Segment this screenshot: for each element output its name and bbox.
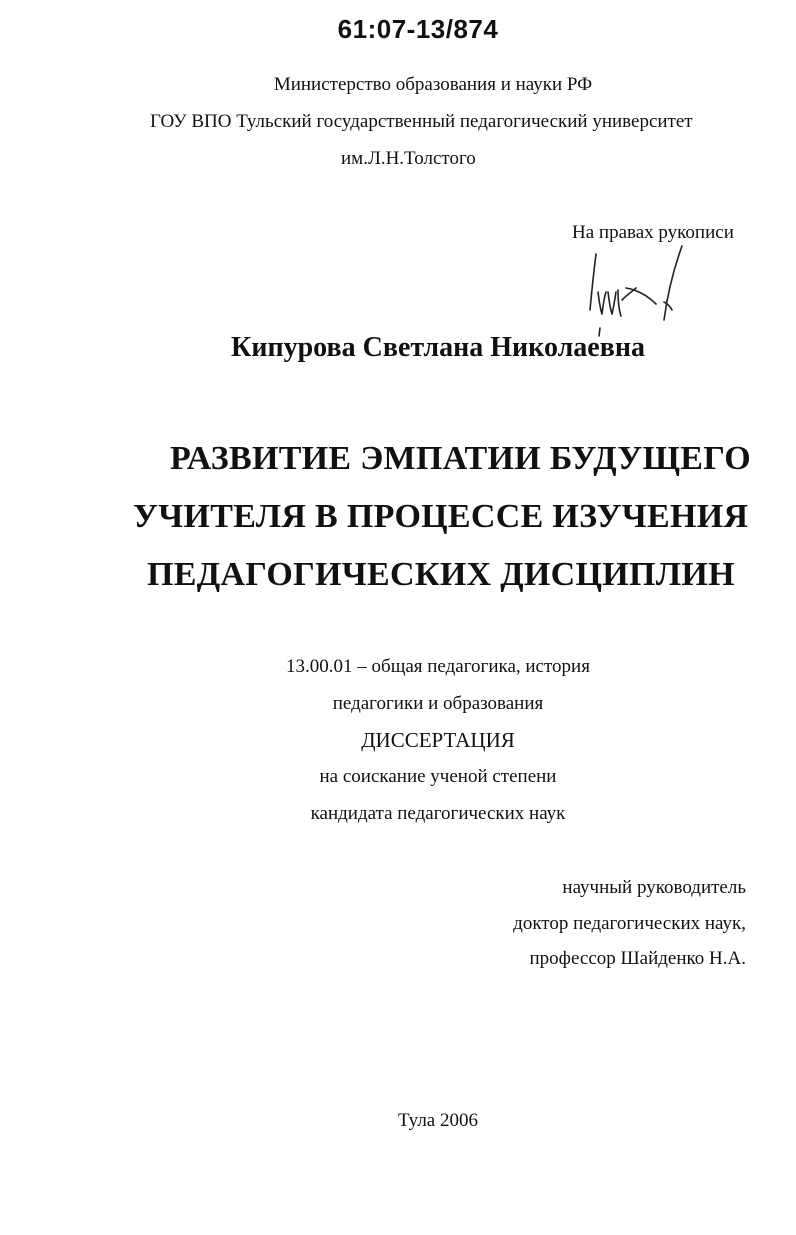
dissertation-title-line-1: РАЗВИТИЕ ЭМПАТИИ БУДУЩЕГО: [170, 440, 752, 477]
specialty-code-line-2: педагогики и образования: [332, 693, 544, 714]
place-and-year: Тула 2006: [398, 1110, 478, 1131]
university-name: ГОУ ВПО Тульский государственный педагогический университет: [150, 111, 693, 132]
university-named-after: им.Л.Н.Толстого: [341, 148, 476, 169]
degree-line-2: кандидата педагогических наук: [310, 803, 566, 824]
dissertation-title-line-3: ПЕДАГОГИЧЕСКИХ ДИСЦИПЛИН: [147, 556, 735, 593]
document-type: ДИССЕРТАЦИЯ: [361, 728, 515, 752]
manuscript-rights-note: На правах рукописи: [572, 222, 734, 243]
degree-line-1: на соискание ученой степени: [319, 766, 557, 787]
specialty-code-line-1: 13.00.01 – общая педагогика, история: [286, 656, 590, 677]
handwritten-signature: [578, 240, 688, 340]
archive-code: 61:07-13/874: [337, 14, 499, 44]
ministry-name: Министерство образования и науки РФ: [273, 74, 593, 95]
supervisor-name: профессор Шайденко Н.А.: [529, 948, 746, 969]
supervisor-role: научный руководитель: [562, 877, 746, 898]
dissertation-title-line-2: УЧИТЕЛЯ В ПРОЦЕССЕ ИЗУЧЕНИЯ: [133, 498, 749, 535]
supervisor-degree: доктор педагогических наук,: [513, 913, 746, 934]
author-name: Кипурова Светлана Николаевна: [231, 332, 645, 363]
